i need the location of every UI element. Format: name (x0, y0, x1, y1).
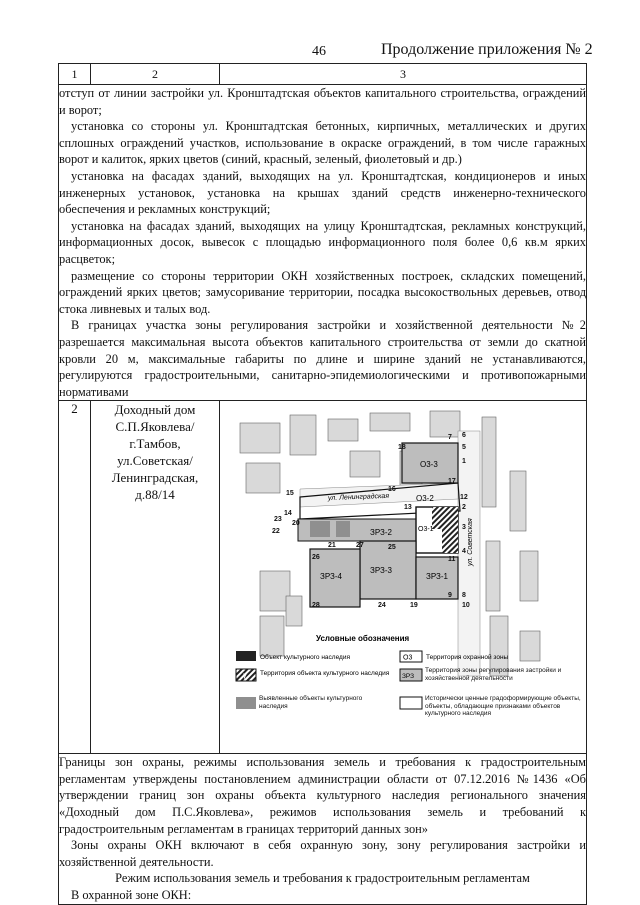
boundary-point: 6 (462, 432, 466, 440)
text-paragraph: В охранной зоне ОКН: (71, 888, 192, 903)
boundary-point: 17 (448, 478, 456, 486)
zone-label: ЗРЗ-2 (370, 528, 392, 538)
object-line: С.П.Яковлева/ (115, 419, 195, 435)
legend-label: Исторически ценные градоформирующие объекты, объекты, обладающие признаками объектов культурного наследия (425, 695, 581, 718)
boundary-point: 20 (292, 520, 300, 528)
legend-label: Выявленные объекты культурного наследия (259, 695, 363, 710)
continued-text-row (59, 85, 587, 401)
boundary-point: 18 (398, 444, 406, 452)
text-paragraph: Границы зон охраны, режимы использования земель и требования к градостроительным регламентам утверждены постановлением администрации области от 07.12.2016 №1436 «Об утверждении границ зон охраны объекта культурного наследия регионального значения «Доходный дом П.С.Яковлева», режимов использования земель и требований к градостроительным регламентам в границах территорий данных зон» (59, 755, 586, 836)
building (510, 471, 526, 531)
boundary-point: 16 (388, 486, 396, 494)
identified-object (336, 521, 350, 537)
boundary-point: 25 (388, 544, 396, 552)
legend-symbol: О3 (403, 654, 413, 662)
zone-map (220, 401, 588, 753)
object-line: ул.Советская/ (117, 453, 193, 469)
building (260, 571, 290, 611)
building (286, 596, 302, 626)
identified-object (310, 521, 330, 537)
zones-table (58, 63, 587, 905)
zone-regime-row (59, 754, 587, 904)
section-heading: Режим использования земель и требования к градостроительным регламентам (115, 871, 530, 886)
boundary-point: 13 (404, 504, 412, 512)
building (328, 419, 358, 441)
legend-symbol: ЗРЗ (402, 673, 415, 681)
text-paragraph: В границах участка зоны регулирования застройки и хозяйственной деятельности №2 разрешается максимальная высота объектов капитального строительства от земли до скатной кровли 20 м, максимальные габариты по длине и ширине зданий не устанавливаются, регулируются градостроительными, санитарно-эпидемиологическими и противопожарными нормативами (59, 318, 586, 399)
building (350, 451, 380, 477)
text-paragraph: установка на фасадах зданий, выходящих на улицу Кронштадтская, рекламных конструкций, информационных досок, вывесок с площадью информационного поля более 0,6 кв.м ярких расцветок; (59, 218, 586, 266)
object-line: Ленинградская, (111, 470, 199, 486)
boundary-point: 10 (462, 602, 470, 610)
boundary-point: 7 (448, 434, 452, 442)
zone-label: О3-1 (418, 526, 434, 534)
zone-label: ЗРЗ-1 (426, 572, 448, 582)
boundary-point: 3 (462, 524, 466, 532)
col-1-header: 1 (59, 64, 91, 85)
boundary-point: 22 (272, 528, 280, 536)
building (246, 463, 280, 493)
building (482, 417, 496, 507)
text-paragraph: установка на фасадах зданий, выходящих на ул. Кронштадтская, кондиционеров и иных инженерных установок, установка на крышах зданий средств инженерно-технического обеспечения и рекламных конструкций; (59, 168, 586, 217)
row-number: 2 (59, 401, 91, 754)
legend-label: Объект культурного наследия (260, 654, 350, 662)
boundary-point: 2 (462, 504, 466, 512)
boundary-point: 1 (462, 458, 466, 466)
street-label-leningradskaya: ул. Ленинградская (327, 493, 390, 503)
legend-label: Территория зоны регулирования застройки и хозяйственной деятельности (425, 667, 562, 682)
building (370, 413, 410, 431)
zone-label: ЗРЗ-3 (370, 566, 392, 576)
boundary-point: 8 (462, 592, 466, 600)
col-3-header: 3 (220, 64, 587, 85)
text-paragraph: Зоны охраны ОКН включают в себя охранную зону, зону регулирования застройки и хозяйственной деятельности. (59, 838, 586, 869)
text-paragraph: размещение со стороны территории ОКН хозяйственных построек, складских помещений, ограждений ярких цветов; замусоривание территории, посадка высокоствольных деревьев, отвод стока ливневых и талых вод. (59, 268, 586, 316)
boundary-point: 23 (274, 516, 282, 524)
building (290, 415, 316, 455)
building (520, 631, 540, 661)
legend-okn-swatch (236, 651, 256, 661)
page-number: 46 (312, 44, 326, 59)
building (520, 551, 538, 601)
legend-symbol: 7 (243, 673, 247, 681)
building (240, 423, 280, 453)
zone-label: О3-2 (416, 494, 434, 504)
object-line: д.88/14 (135, 487, 175, 503)
building (486, 541, 500, 611)
boundary-point: 27 (356, 542, 364, 550)
text-paragraph: установка со стороны ул. Кронштадтская бетонных, кирпичных, металлических и других сплошных ограждений участков, использование в окраске ограждений, в том числе гаражных ворот и калиток, ярких цветов (синий, красный, зеленый, фиолетовый и др.) (59, 119, 586, 167)
legend-historic-swatch (400, 697, 422, 709)
column-number-row (59, 64, 587, 85)
appendix-title: Продолжение приложения № 2 (381, 41, 593, 58)
boundary-point: 28 (312, 602, 320, 610)
legend-label: Территория охранной зоны (426, 654, 509, 662)
building (430, 411, 460, 437)
boundary-point: 24 (378, 602, 386, 610)
legend-identified-swatch (236, 697, 256, 709)
boundary-point: 4 (462, 548, 466, 556)
object-line: Доходный дом (114, 402, 196, 418)
legend-title: Условные обозначения (316, 634, 410, 644)
boundary-point: 9 (448, 592, 452, 600)
continued-text-cell (59, 85, 587, 401)
boundary-point: 26 (312, 554, 320, 562)
text-paragraph: отступ от линии застройки ул. Кронштадтская объектов капитального строительства, ограждений и ворот; (59, 86, 586, 117)
zone-regime-cell (59, 754, 587, 904)
object-row (59, 401, 587, 754)
boundary-point: 14 (284, 510, 292, 518)
legend-label: Территория объекта культурного наследия (260, 670, 390, 678)
boundary-point: 19 (410, 602, 418, 610)
zone-label: О3-3 (420, 460, 438, 470)
boundary-point: 5 (462, 444, 466, 452)
boundary-point: 21 (328, 542, 336, 550)
zone-map-cell (220, 401, 587, 754)
object-line: г.Тамбов, (129, 436, 181, 452)
col-2-header: 2 (91, 64, 220, 85)
object-name (91, 401, 220, 754)
building (260, 616, 284, 656)
boundary-point: 12 (460, 494, 468, 502)
boundary-point: 15 (286, 490, 294, 498)
street-label-sovetskaya: ул. Советская (467, 518, 474, 567)
boundary-point: 11 (448, 556, 456, 564)
zone-label: ЗРЗ-4 (320, 572, 342, 582)
